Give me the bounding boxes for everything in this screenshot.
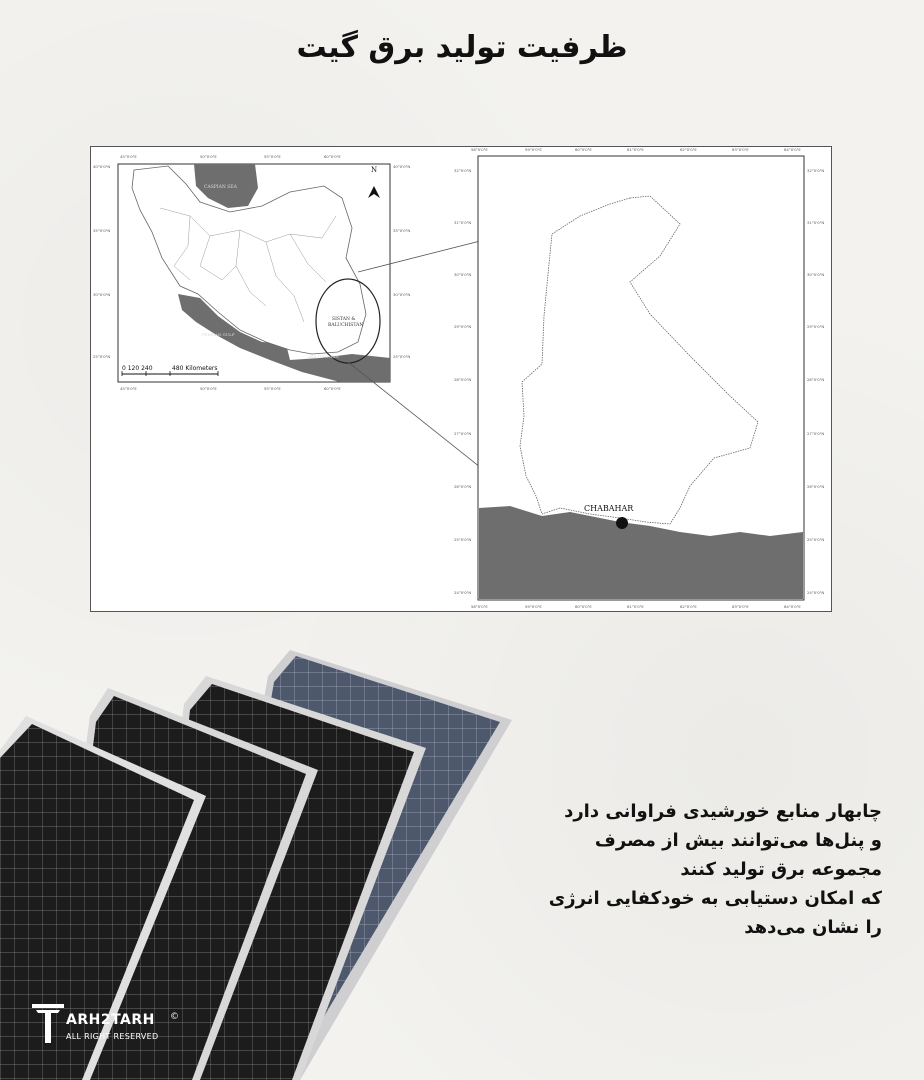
svg-text:25°0'0"N: 25°0'0"N: [454, 537, 472, 542]
svg-text:CASPIAN SEA: CASPIAN SEA: [204, 185, 237, 190]
svg-text:61°0'0"E: 61°0'0"E: [627, 147, 644, 152]
svg-text:45°0'0"E: 45°0'0"E: [120, 154, 137, 159]
svg-text:31°0'0"N: 31°0'0"N: [807, 220, 825, 225]
svg-text:58°0'0"E: 58°0'0"E: [471, 147, 488, 152]
svg-text:32°0'0"N: 32°0'0"N: [454, 168, 472, 173]
svg-text:29°0'0"N: 29°0'0"N: [454, 324, 472, 329]
svg-text:35°0'0"N: 35°0'0"N: [393, 228, 411, 233]
svg-text:25°0'0"N: 25°0'0"N: [93, 354, 111, 359]
svg-text:480 Kilometers: 480 Kilometers: [172, 365, 218, 372]
logo-name: ARH2TARH: [66, 1012, 155, 1028]
svg-text:55°0'0"E: 55°0'0"E: [264, 154, 281, 159]
svg-text:63°0'0"E: 63°0'0"E: [732, 147, 749, 152]
svg-text:30°0'0"N: 30°0'0"N: [454, 272, 472, 277]
description-line-2: و پنل‌ها می‌توانند بیش از مصرف: [594, 830, 882, 851]
svg-text:40°0'0"N: 40°0'0"N: [393, 164, 411, 169]
svg-text:26°0'0"N: 26°0'0"N: [454, 484, 472, 489]
description-line-1: چابهار منابع خورشیدی فراوانی دارد: [564, 801, 882, 822]
svg-text:25°0'0"N: 25°0'0"N: [393, 354, 411, 359]
province-detail-map: [454, 147, 824, 609]
description-line-3: مجموعه برق تولید کنند: [680, 859, 882, 880]
svg-text:60°0'0"E: 60°0'0"E: [575, 147, 592, 152]
brand-logo: [30, 998, 190, 1058]
svg-text:27°0'0"N: 27°0'0"N: [807, 431, 825, 436]
svg-text:27°0'0"N: 27°0'0"N: [454, 431, 472, 436]
svg-text:60°0'0"E: 60°0'0"E: [324, 154, 341, 159]
svg-text:28°0'0"N: 28°0'0"N: [454, 377, 472, 382]
chabahar-marker: [616, 517, 628, 529]
svg-text:SEA OF OMAN: SEA OF OMAN: [308, 354, 339, 359]
svg-text:24°0'0"N: 24°0'0"N: [454, 590, 472, 595]
svg-text:50°0'0"E: 50°0'0"E: [200, 154, 217, 159]
svg-text:62°0'0"E: 62°0'0"E: [680, 147, 697, 152]
location-map: [90, 146, 832, 612]
svg-text:25°0'0"N: 25°0'0"N: [807, 537, 825, 542]
svg-text:N: N: [371, 166, 378, 174]
svg-text:50°0'0"E: 50°0'0"E: [200, 386, 217, 391]
svg-text:61°0'0"E: 61°0'0"E: [627, 604, 644, 609]
logo-tagline: ALL RIGHT RESERVED: [66, 1032, 159, 1041]
svg-text:59°0'0"E: 59°0'0"E: [525, 604, 542, 609]
description-line-5: را نشان می‌دهد: [744, 917, 882, 938]
svg-text:60°0'0"E: 60°0'0"E: [575, 604, 592, 609]
svg-text:62°0'0"E: 62°0'0"E: [680, 604, 697, 609]
svg-text:30°0'0"N: 30°0'0"N: [93, 292, 111, 297]
svg-text:35°0'0"N: 35°0'0"N: [93, 228, 111, 233]
svg-text:BALUCHISTAN: BALUCHISTAN: [328, 323, 364, 328]
svg-text:32°0'0"N: 32°0'0"N: [807, 168, 825, 173]
svg-text:31°0'0"N: 31°0'0"N: [454, 220, 472, 225]
svg-text:40°0'0"N: 40°0'0"N: [93, 164, 111, 169]
svg-text:64°0'0"E: 64°0'0"E: [784, 147, 801, 152]
svg-text:58°0'0"E: 58°0'0"E: [471, 604, 488, 609]
svg-text:55°0'0"E: 55°0'0"E: [264, 386, 281, 391]
svg-text:28°0'0"N: 28°0'0"N: [807, 377, 825, 382]
city-label: CHABAHAR: [584, 504, 634, 513]
svg-text:59°0'0"E: 59°0'0"E: [525, 147, 542, 152]
copyright-symbol: ©: [170, 1012, 179, 1022]
svg-text:0 120 240: 0 120 240: [122, 365, 153, 372]
iran-inset-map: [93, 154, 410, 391]
svg-text:PERSIAN GULF: PERSIAN GULF: [202, 332, 235, 337]
svg-text:29°0'0"N: 29°0'0"N: [807, 324, 825, 329]
svg-text:64°0'0"E: 64°0'0"E: [784, 604, 801, 609]
svg-text:24°0'0"N: 24°0'0"N: [807, 590, 825, 595]
page-title: ظرفیت تولید برق گیت: [296, 30, 628, 65]
svg-text:30°0'0"N: 30°0'0"N: [807, 272, 825, 277]
svg-text:30°0'0"N: 30°0'0"N: [393, 292, 411, 297]
location-map-figure: [90, 146, 832, 612]
svg-text:60°0'0"E: 60°0'0"E: [324, 386, 341, 391]
description-line-4: که امکان دستیابی به خودکفایی انرژی: [548, 888, 882, 909]
svg-text:45°0'0"E: 45°0'0"E: [120, 386, 137, 391]
svg-text:63°0'0"E: 63°0'0"E: [732, 604, 749, 609]
svg-text:SISTAN &: SISTAN &: [332, 317, 356, 322]
description-paragraph: [490, 797, 882, 942]
svg-text:26°0'0"N: 26°0'0"N: [807, 484, 825, 489]
logo-mark-icon: [30, 1000, 66, 1046]
